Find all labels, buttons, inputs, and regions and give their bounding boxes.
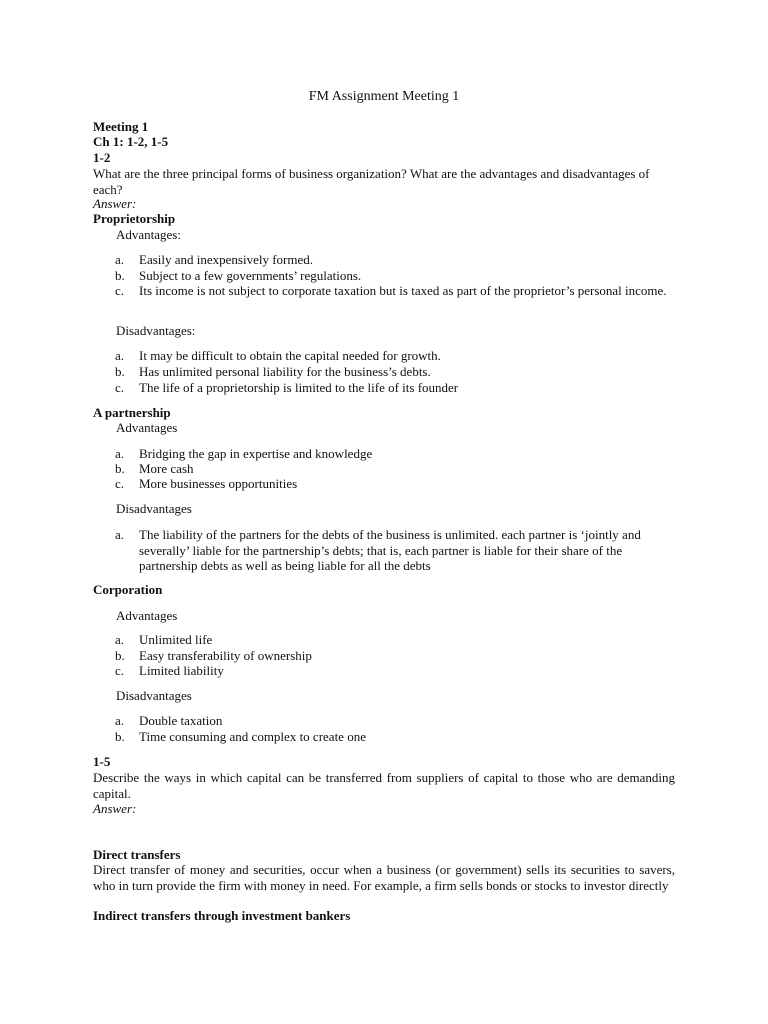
list-item-text: The life of a proprietorship is limited to the life of its founder xyxy=(139,380,459,395)
list-item-text: Subject to a few governments’ regulations. xyxy=(139,268,362,283)
list-item-text: It may be difficult to obtain the capital needed for growth. xyxy=(139,348,441,363)
list-item xyxy=(115,283,675,299)
question-number: 1-5 xyxy=(93,754,111,769)
list-item-text: Unlimited life xyxy=(139,632,213,647)
list-item xyxy=(115,527,675,574)
list-marker: b. xyxy=(115,648,125,663)
question-text: Describe the ways in which capital can be transferred from suppliers of capital to those who are demanding capital. xyxy=(93,770,675,801)
list-item xyxy=(115,364,675,380)
list-marker: a. xyxy=(115,527,125,542)
list-item xyxy=(115,476,675,492)
list-marker: a. xyxy=(115,446,125,461)
list-item xyxy=(115,648,675,664)
section-heading-partnership: A partnership xyxy=(93,405,171,420)
list-item-text: Time consuming and complex to create one xyxy=(139,729,366,744)
list-item xyxy=(115,663,675,679)
advantages-label: Advantages xyxy=(116,608,178,623)
disadvantages-label: Disadvantages xyxy=(116,501,192,516)
page-title: FM Assignment Meeting 1 xyxy=(308,89,460,104)
list-marker: c. xyxy=(115,380,125,395)
list-item-text: More cash xyxy=(139,461,194,476)
list-marker: b. xyxy=(115,729,125,744)
list-item-text: Bridging the gap in expertise and knowledge xyxy=(139,446,373,461)
disadvantages-label: Disadvantages xyxy=(116,688,192,703)
list-item-text: Double taxation xyxy=(139,713,223,728)
list-item xyxy=(115,268,675,284)
advantages-label: Advantages xyxy=(116,420,178,435)
list-item-text: The liability of the partners for the debts of the business is unlimited. each partner is ‘jointly and severally’ liable for the partnership’s debts; that is, each partner is liable for their share of the partnership debts as well as being liable for all the debts xyxy=(139,527,641,573)
section-heading-indirect-transfers: Indirect transfers through investment bankers xyxy=(93,908,351,923)
list-marker: b. xyxy=(115,461,125,476)
list-item xyxy=(115,380,675,396)
question-text: What are the three principal forms of business organization? What are the advantages and disadvantages of each? xyxy=(93,166,650,197)
question-number: 1-2 xyxy=(93,150,111,165)
list-item xyxy=(115,729,675,745)
section-heading-corporation: Corporation xyxy=(93,582,163,597)
list-item xyxy=(115,713,675,729)
list-item-text: More businesses opportunities xyxy=(139,476,298,491)
list-marker: a. xyxy=(115,252,125,267)
disadvantages-label: Disadvantages: xyxy=(116,323,196,338)
answer-label: Answer: xyxy=(93,196,137,211)
meeting-heading: Meeting 1 xyxy=(93,119,149,134)
list-item xyxy=(115,446,675,462)
list-item-text: Easily and inexpensively formed. xyxy=(139,252,314,267)
list-item-text: Easy transferability of ownership xyxy=(139,648,312,663)
section-heading-proprietorship: Proprietorship xyxy=(93,211,176,226)
answer-label: Answer: xyxy=(93,801,137,816)
list-marker: c. xyxy=(115,476,125,491)
list-item xyxy=(115,461,675,477)
list-item-text: Limited liability xyxy=(139,663,224,678)
list-item xyxy=(115,252,675,268)
list-marker: b. xyxy=(115,364,125,379)
list-item-text: Has unlimited personal liability for the business’s debts. xyxy=(139,364,431,379)
list-marker: a. xyxy=(115,713,125,728)
section-heading-direct-transfers: Direct transfers xyxy=(93,847,181,862)
list-item-text: Its income is not subject to corporate taxation but is taxed as part of the proprietor’s personal income. xyxy=(139,283,667,298)
list-marker: c. xyxy=(115,283,125,298)
chapter-heading: Ch 1: 1-2, 1-5 xyxy=(93,134,169,149)
list-item xyxy=(115,348,675,364)
list-marker: a. xyxy=(115,632,125,647)
list-item xyxy=(115,632,675,648)
list-marker: b. xyxy=(115,268,125,283)
paragraph-direct-transfers: Direct transfer of money and securities, occur when a business (or government) sells its securities to savers, who in turn provide the firm with money in need. For example, a firm sells bonds or stocks to investor directly xyxy=(93,862,675,893)
advantages-label: Advantages: xyxy=(116,227,181,242)
list-marker: c. xyxy=(115,663,125,678)
list-marker: a. xyxy=(115,348,125,363)
